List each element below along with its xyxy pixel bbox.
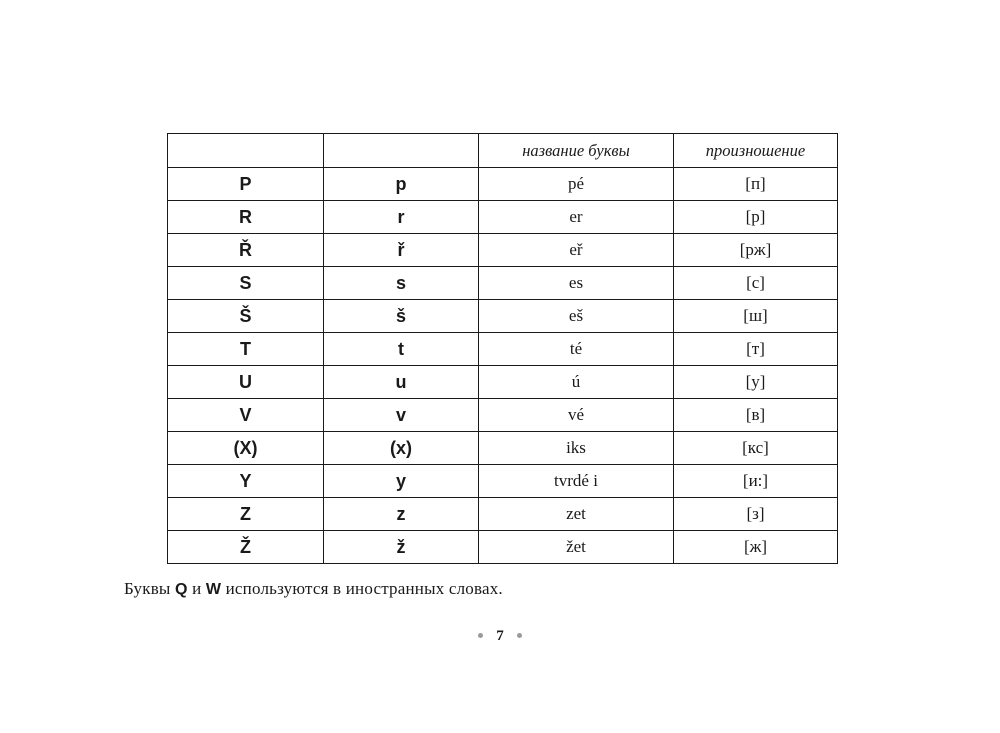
cell-uppercase: U xyxy=(168,366,324,399)
page-number: 7 xyxy=(496,628,504,644)
cell-pronunciation: [и:] xyxy=(674,465,838,498)
cell-pronunciation: [в] xyxy=(674,399,838,432)
cell-pronunciation: [з] xyxy=(674,498,838,531)
table-row xyxy=(168,465,838,498)
cell-uppercase: Ř xyxy=(168,234,324,267)
cell-pronunciation: [ш] xyxy=(674,300,838,333)
page-footer xyxy=(0,628,1000,645)
cell-uppercase: T xyxy=(168,333,324,366)
cell-pronunciation: [рж] xyxy=(674,234,838,267)
cell-uppercase: V xyxy=(168,399,324,432)
table-row xyxy=(168,267,838,300)
table-row xyxy=(168,300,838,333)
cell-letter-name: er xyxy=(479,201,674,234)
cell-lowercase: v xyxy=(324,399,479,432)
cell-letter-name: pé xyxy=(479,168,674,201)
cell-letter-name: iks xyxy=(479,432,674,465)
footer-dot-right-icon xyxy=(517,633,522,638)
cell-pronunciation: [ж] xyxy=(674,531,838,564)
table-row xyxy=(168,531,838,564)
header-cell-letter-name: название буквы xyxy=(479,134,674,168)
alphabet-table xyxy=(167,133,838,564)
table-row xyxy=(168,234,838,267)
table-row xyxy=(168,168,838,201)
cell-letter-name: té xyxy=(479,333,674,366)
cell-uppercase: (X) xyxy=(168,432,324,465)
cell-lowercase: (x) xyxy=(324,432,479,465)
cell-letter-name: vé xyxy=(479,399,674,432)
cell-uppercase: Y xyxy=(168,465,324,498)
cell-lowercase: y xyxy=(324,465,479,498)
cell-uppercase: Z xyxy=(168,498,324,531)
cell-uppercase: S xyxy=(168,267,324,300)
cell-pronunciation: [кс] xyxy=(674,432,838,465)
cell-letter-name: žet xyxy=(479,531,674,564)
footnote-prefix: Буквы xyxy=(124,579,175,598)
cell-uppercase: P xyxy=(168,168,324,201)
cell-pronunciation: [п] xyxy=(674,168,838,201)
cell-lowercase: z xyxy=(324,498,479,531)
cell-pronunciation: [с] xyxy=(674,267,838,300)
footnote-text xyxy=(124,579,503,599)
cell-letter-name: zet xyxy=(479,498,674,531)
cell-pronunciation: [т] xyxy=(674,333,838,366)
table-row xyxy=(168,498,838,531)
cell-lowercase: s xyxy=(324,267,479,300)
footnote-letter-q: Q xyxy=(175,581,188,598)
footnote-suffix: используются в иностранных словах. xyxy=(221,579,503,598)
cell-lowercase: p xyxy=(324,168,479,201)
header-cell-pronunciation: произношение xyxy=(674,134,838,168)
cell-pronunciation: [р] xyxy=(674,201,838,234)
cell-uppercase: Š xyxy=(168,300,324,333)
table-row xyxy=(168,333,838,366)
cell-letter-name: tvrdé i xyxy=(479,465,674,498)
cell-letter-name: es xyxy=(479,267,674,300)
cell-uppercase: R xyxy=(168,201,324,234)
table-row xyxy=(168,201,838,234)
footnote-middle: и xyxy=(187,579,206,598)
cell-lowercase: r xyxy=(324,201,479,234)
table-row xyxy=(168,399,838,432)
cell-lowercase: š xyxy=(324,300,479,333)
cell-pronunciation: [у] xyxy=(674,366,838,399)
table-header-row xyxy=(168,134,838,168)
footnote-letter-w: W xyxy=(205,581,222,598)
cell-letter-name: ú xyxy=(479,366,674,399)
cell-lowercase: t xyxy=(324,333,479,366)
table-row xyxy=(168,432,838,465)
cell-uppercase: Ž xyxy=(168,531,324,564)
table-body xyxy=(168,134,838,564)
cell-lowercase: ž xyxy=(324,531,479,564)
cell-letter-name: eř xyxy=(479,234,674,267)
header-cell-uppercase xyxy=(168,134,324,168)
footer-dot-left-icon xyxy=(478,633,483,638)
cell-letter-name: eš xyxy=(479,300,674,333)
table-row xyxy=(168,366,838,399)
cell-lowercase: ř xyxy=(324,234,479,267)
cell-lowercase: u xyxy=(324,366,479,399)
header-cell-lowercase xyxy=(324,134,479,168)
